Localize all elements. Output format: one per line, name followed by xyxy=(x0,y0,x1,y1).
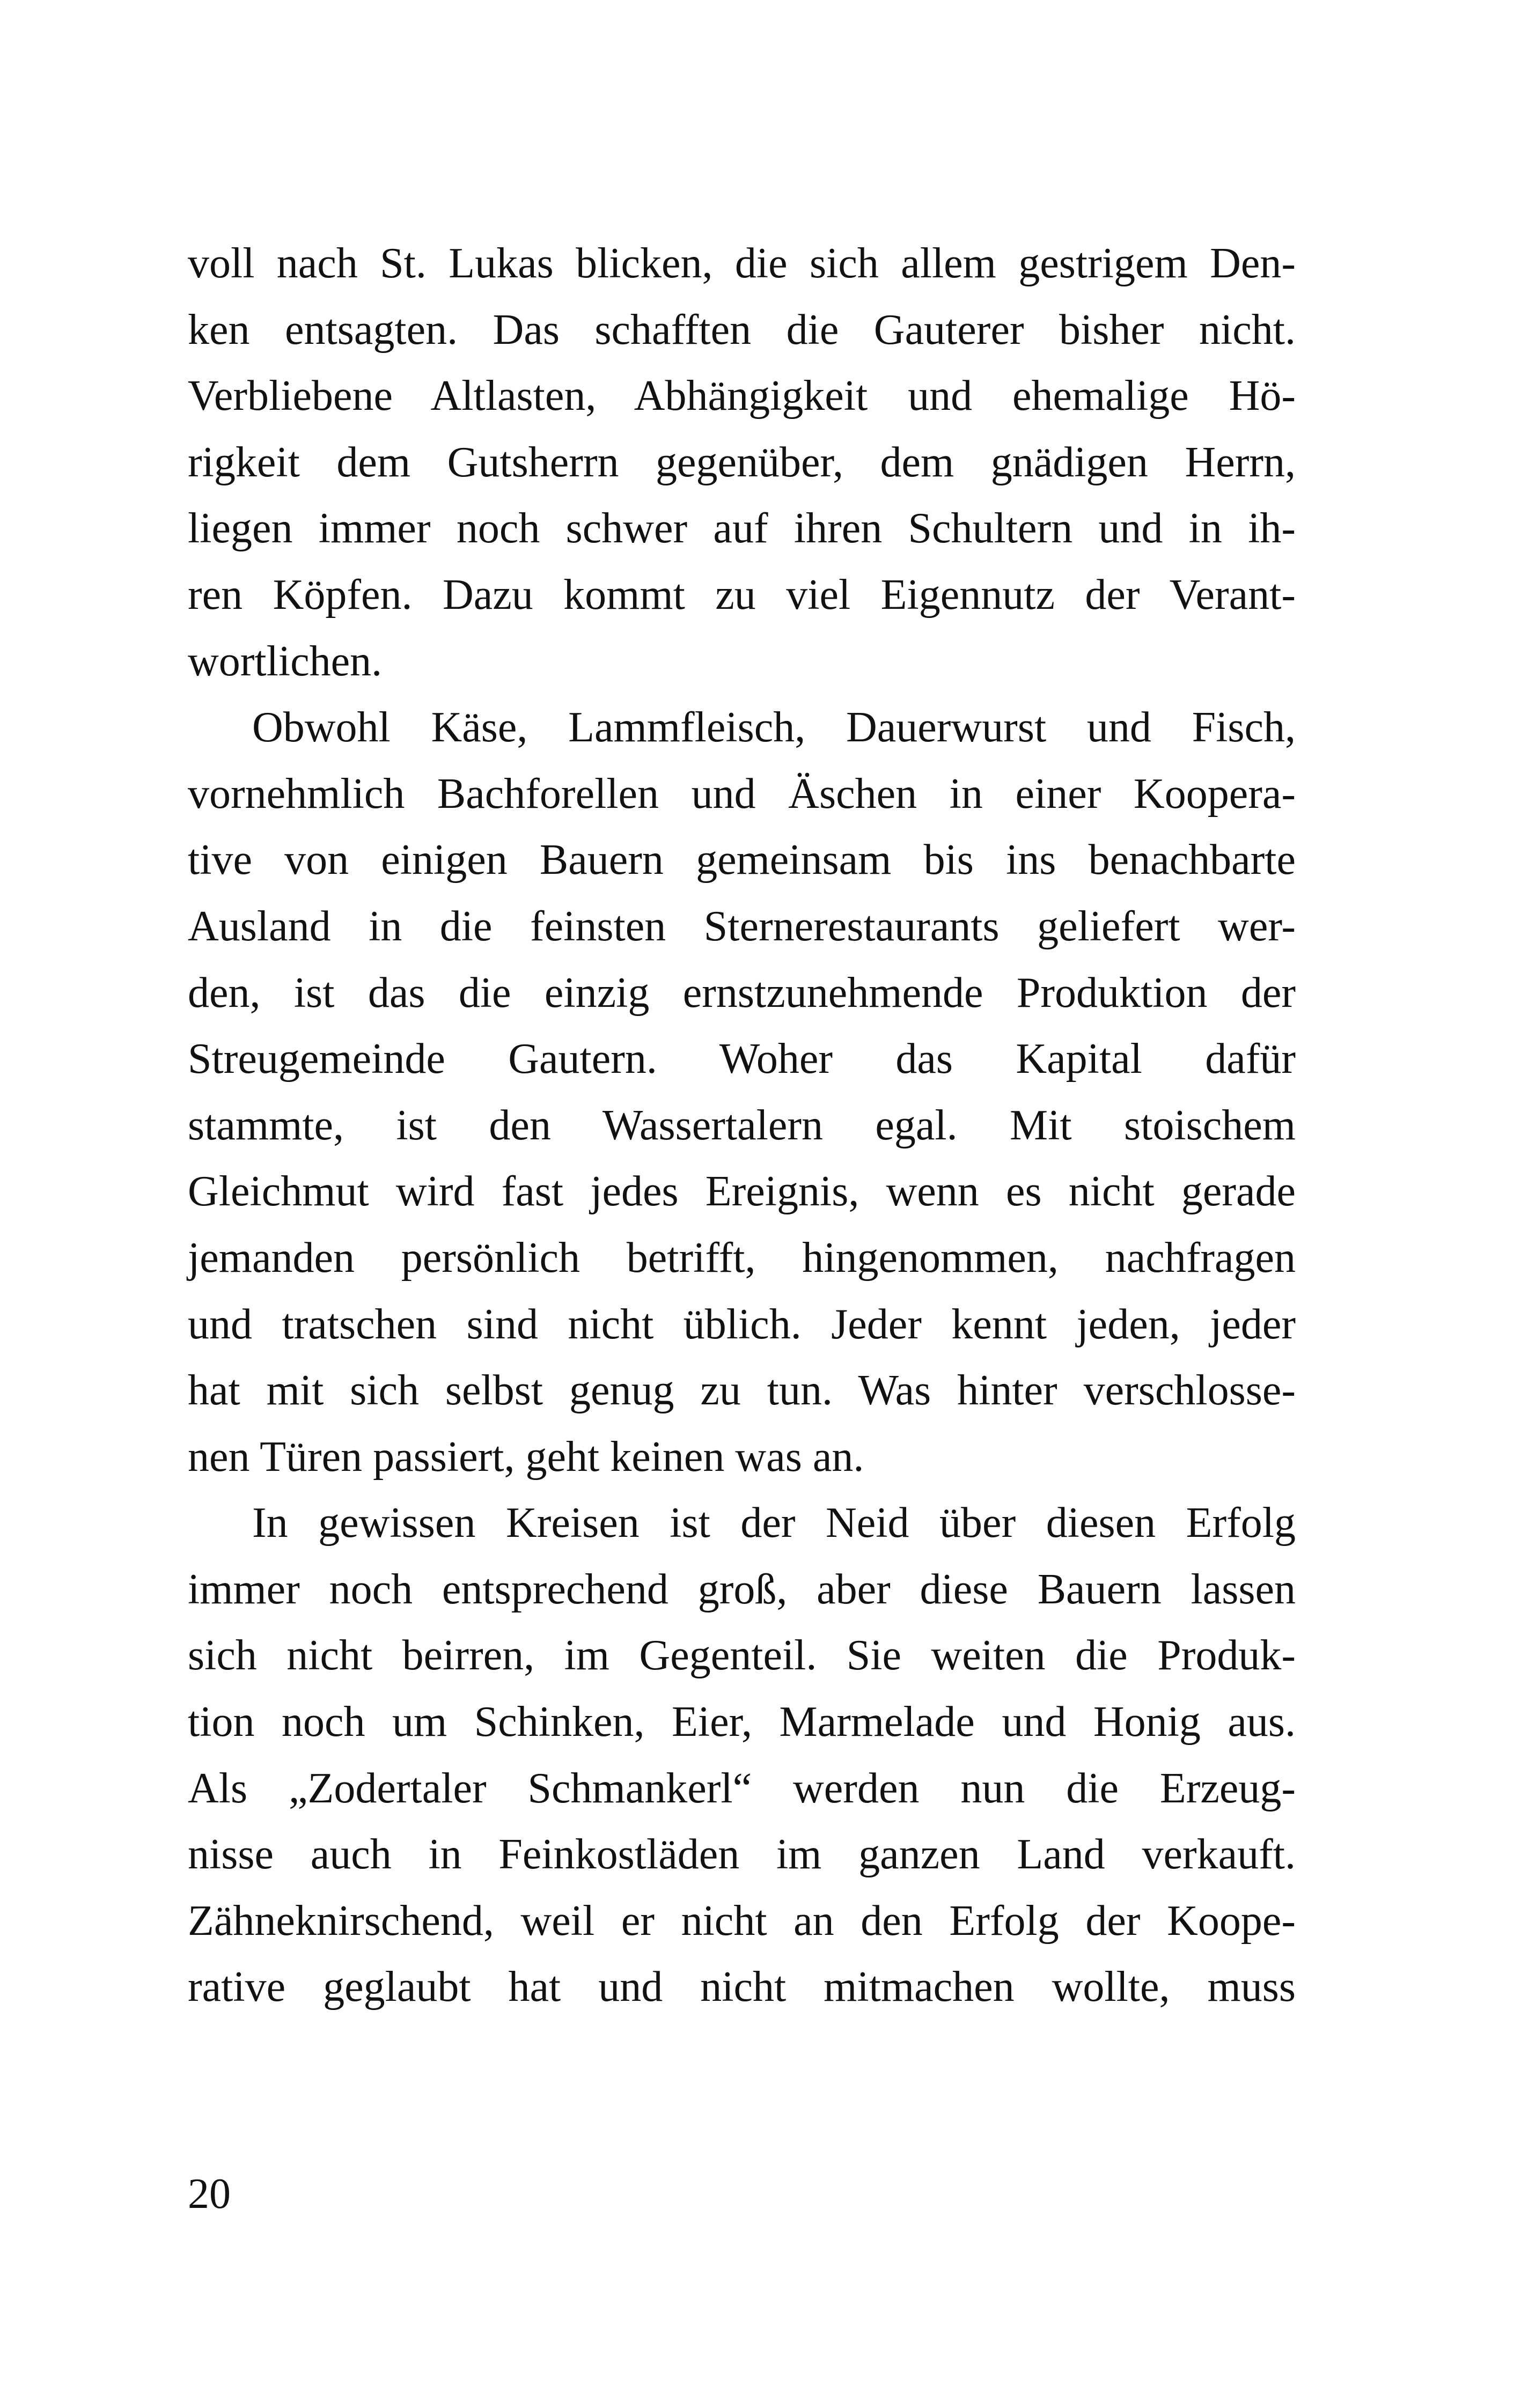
text-line: ken entsagten. Das schafften die Gauterer bisher nicht. xyxy=(188,306,1296,354)
text-line: Zähneknirschend, weil er nicht an den Erfolg der Koope- xyxy=(188,1897,1296,1945)
text-line: den, ist das die einzig ernstzunehmende Produktion der xyxy=(188,969,1296,1017)
text-line: sich nicht beirren, im Gegenteil. Sie weiten die Produk- xyxy=(188,1632,1296,1680)
text-line: immer noch entsprechend groß, aber diese Bauern lassen xyxy=(188,1565,1296,1613)
text-line: nen Türen passiert, geht keinen was an. xyxy=(188,1433,864,1481)
text-line: stammte, ist den Wassertalern egal. Mit stoischem xyxy=(188,1101,1296,1149)
text-line: liegen immer noch schwer auf ihren Schultern und in ih- xyxy=(188,505,1296,553)
text-line: rative geglaubt hat und nicht mitmachen wollte, muss xyxy=(188,1963,1296,2011)
text-line: vornehmlich Bachforellen und Äschen in einer Koopera- xyxy=(188,770,1296,818)
text-line: nisse auch in Feinkostläden im ganzen Land verkauft. xyxy=(188,1831,1296,1879)
text-line: Gleichmut wird fast jedes Ereignis, wenn es nicht gerade xyxy=(188,1168,1296,1216)
page-number: 20 xyxy=(188,2170,231,2218)
text-line: wortlichen. xyxy=(188,637,383,685)
text-line: voll nach St. Lukas blicken, die sich allem gestrigem Den- xyxy=(188,240,1296,287)
text-line: hat mit sich selbst genug zu tun. Was hinter verschlosse- xyxy=(188,1367,1296,1415)
text-line: und tratschen sind nicht üblich. Jeder kennt jeden, jeder xyxy=(188,1300,1296,1348)
text-line: Als „Zodertaler Schmankerl“ werden nun die Erzeug- xyxy=(188,1764,1296,1812)
paragraph-first-line: Obwohl Käse, Lammfleisch, Dauerwurst und Fisch, xyxy=(252,704,1296,752)
text-line: ren Köpfen. Dazu kommt zu viel Eigennutz der Verant- xyxy=(188,571,1296,618)
text-line: Verbliebene Altlasten, Abhängigkeit und ehemalige Hö- xyxy=(188,372,1296,420)
body-text xyxy=(188,231,1296,2021)
paragraph-first-line: In gewissen Kreisen ist der Neid über diesen Erfolg xyxy=(252,1499,1296,1547)
text-line: Ausland in die feinsten Sternerestaurants geliefert wer- xyxy=(188,902,1296,950)
text-line: tive von einigen Bauern gemeinsam bis ins benachbarte xyxy=(188,836,1296,884)
text-line: rigkeit dem Gutsherrn gegenüber, dem gnädigen Herrn, xyxy=(188,438,1296,486)
text-line: jemanden persönlich betrifft, hingenommen, nachfragen xyxy=(188,1234,1296,1282)
text-line: Streugemeinde Gautern. Woher das Kapital dafür xyxy=(188,1035,1296,1083)
text-line: tion noch um Schinken, Eier, Marmelade und Honig aus. xyxy=(188,1698,1296,1746)
